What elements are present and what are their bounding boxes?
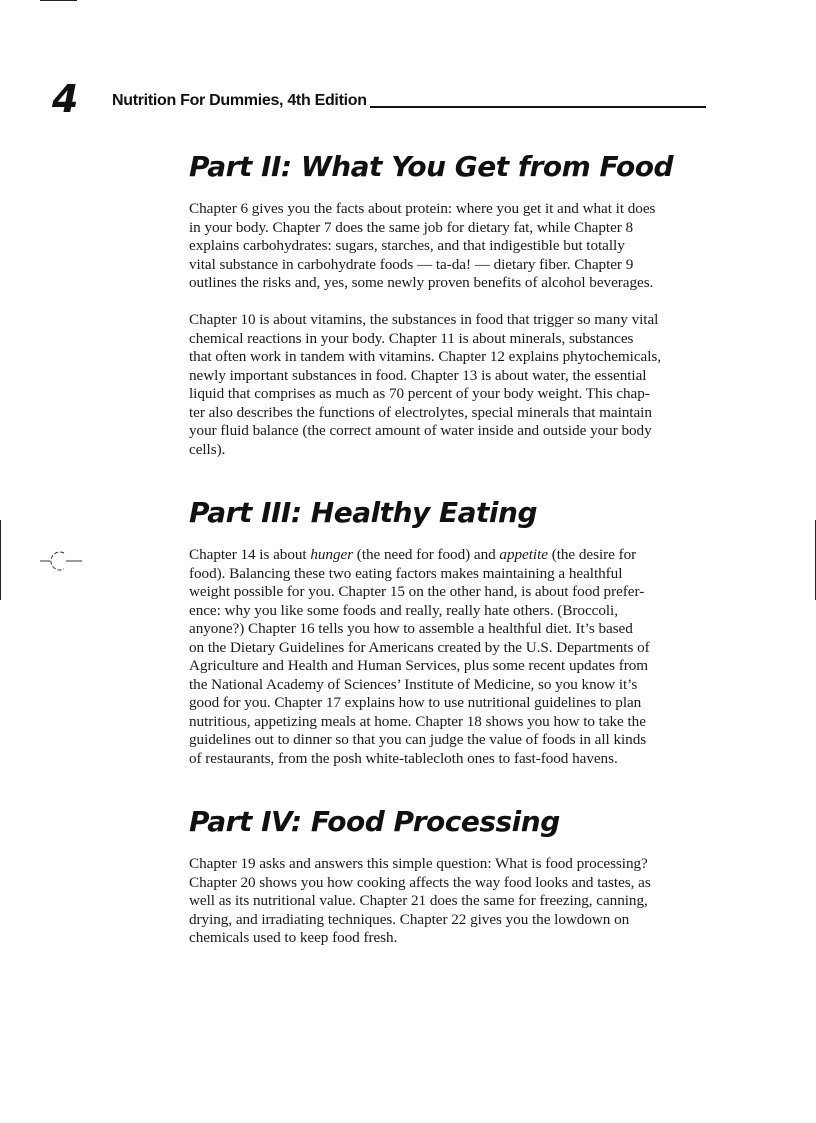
text-line: liquid that comprises as much as 70 percent of your body weight. This chap-: [189, 385, 650, 402]
text-line: in your body. Chapter 7 does the same job for dietary fat, while Chapter 8: [189, 218, 634, 236]
emphasis-hunger: hunger: [310, 546, 354, 563]
text-line: good for you. Chapter 17 explains how to use nutritional guidelines to plan: [189, 694, 642, 711]
text-line: vital substance in carbohydrate foods — ta-da! — dietary fiber. Chapter 9: [189, 255, 634, 273]
text-line: well as its nutritional value. Chapter 21 does the same for freezing, canning,: [189, 892, 648, 909]
text-line: chemical reactions in your body. Chapter 11 is about minerals, substances: [189, 329, 634, 347]
header-rule: [370, 106, 706, 108]
text-run: Chapter 14 is about: [189, 546, 311, 563]
text-line: the National Academy of Sciences’ Institute of Medicine, so you know it’s: [189, 675, 638, 693]
running-head: Nutrition For Dummies, 4th Edition: [112, 92, 367, 109]
part-iii-paragraph-1: [189, 546, 709, 768]
part-iv-paragraph-1: [189, 855, 709, 948]
text-line: Chapter 10 is about vitamins, the substances in food that trigger so many vital: [189, 311, 659, 328]
text-line: Chapter 6 gives you the facts about protein: where you get it and what it does: [189, 200, 656, 217]
text-line: chemicals used to keep food fresh.: [189, 929, 398, 946]
text-line: drying, and irradiating techniques. Chapter 22 gives you the lowdown on: [189, 910, 630, 928]
page-body: [189, 140, 709, 948]
part-iii-heading: Part III: Healthy Eating: [189, 496, 537, 529]
emphasis-appetite: appetite: [499, 546, 548, 563]
text-line: outlines the risks and, yes, some newly proven benefits of alcohol beverages.: [189, 274, 654, 291]
text-line: of restaurants, from the posh white-tablecloth ones to fast-food havens.: [189, 749, 618, 767]
part-iv-heading: Part IV: Food Processing: [189, 805, 560, 838]
text-line: food). Balancing these two eating factors makes maintaining a healthful: [189, 564, 623, 582]
crop-mark-top: [40, 0, 77, 1]
part-ii-heading: Part II: What You Get from Food: [189, 150, 674, 183]
part-ii-paragraph-1: [189, 200, 709, 293]
text-line: that often work in tandem with vitamins. Chapter 12 explains phytochemicals,: [189, 348, 661, 365]
text-line: Agriculture and Health and Human Services, plus some recent updates from: [189, 657, 649, 674]
part-ii-paragraph-2: [189, 311, 709, 459]
text-run: (the need for food) and: [353, 546, 500, 563]
text-line: [189, 546, 709, 565]
text-run: (the desire for: [547, 546, 637, 563]
text-line: nutritious, appetizing meals at home. Chapter 18 shows you how to take the: [189, 712, 646, 730]
text-line: anyone?) Chapter 16 tells you how to assemble a healthful diet. It’s based: [189, 620, 633, 637]
text-line: explains carbohydrates: sugars, starches, and that indigestible but totally: [189, 237, 625, 254]
text-line: cells).: [189, 440, 226, 458]
text-line: guidelines out to dinner so that you can judge the value of foods in all kinds: [189, 731, 647, 748]
text-line: ence: why you like some foods and really, really hate others. (Broccoli,: [189, 601, 618, 619]
text-line: Chapter 19 asks and answers this simple question: What is food processing?: [189, 855, 648, 872]
text-line: newly important substances in food. Chapter 13 is about water, the essential: [189, 366, 647, 384]
crop-mark-left: [0, 520, 1, 600]
text-line: on the Dietary Guidelines for Americans created by the U.S. Departments of: [189, 638, 650, 656]
text-line: your fluid balance (the correct amount of water inside and outside your body: [189, 422, 652, 439]
text-line: ter also describes the functions of electrolytes, special minerals that maintain: [189, 403, 652, 421]
registration-mark-icon: [38, 547, 84, 577]
text-line: Chapter 20 shows you how cooking affects the way food looks and tastes, as: [189, 873, 651, 891]
text-line: weight possible for you. Chapter 15 on the other hand, is about food prefer-: [189, 583, 645, 600]
page-number: 4: [52, 77, 79, 121]
